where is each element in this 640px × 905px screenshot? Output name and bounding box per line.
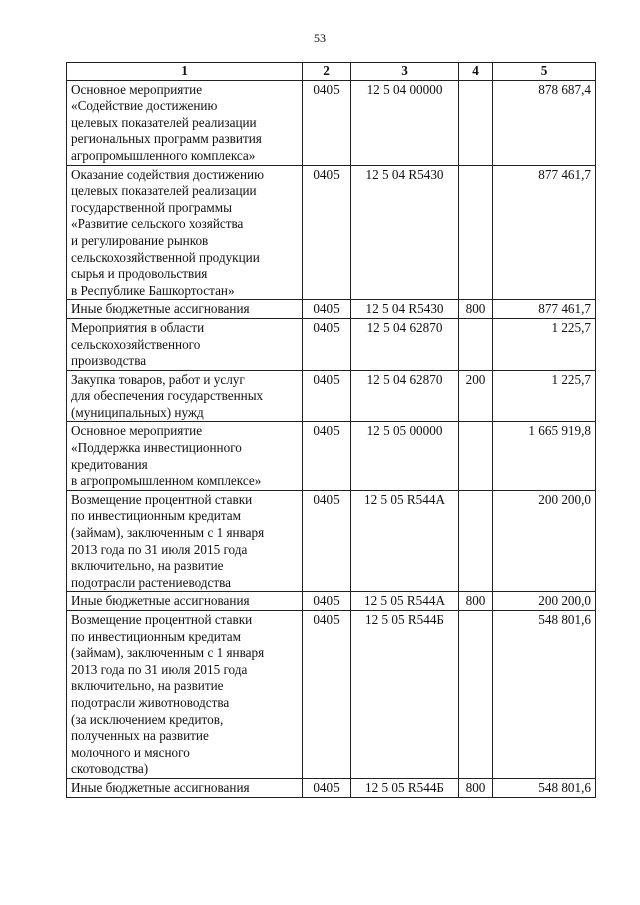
expense-type-cell: 200 xyxy=(459,370,493,422)
item-name-line: производства xyxy=(71,353,147,369)
item-name-line: скотоводства) xyxy=(71,761,149,777)
item-name-line: в агропромышленном комплексе» xyxy=(71,473,262,489)
section-code-cell: 0405 xyxy=(303,80,351,165)
item-name-cell xyxy=(67,592,303,611)
expense-type-cell: 800 xyxy=(459,592,493,611)
item-name-line: Иные бюджетные ассигнования xyxy=(71,779,250,795)
amount-cell: 200 200,0 xyxy=(493,490,596,592)
amount-cell: 1 225,7 xyxy=(493,318,596,370)
table-row xyxy=(67,490,596,592)
item-name-line: молочного и мясного xyxy=(71,744,190,760)
item-name-line: (займам), заключенным с 1 января xyxy=(71,525,265,541)
item-name-cell xyxy=(67,422,303,490)
item-name-line: подотрасли животноводства xyxy=(71,694,230,710)
item-name-line: для обеспечения государственных xyxy=(71,388,264,404)
table-body xyxy=(67,80,596,797)
amount-cell: 200 200,0 xyxy=(493,592,596,611)
table-row xyxy=(67,165,596,300)
amount-cell: 548 801,6 xyxy=(493,778,596,797)
item-name-cell xyxy=(67,300,303,319)
item-name-line: Основное мероприятие xyxy=(71,81,203,97)
table-row xyxy=(67,80,596,165)
amount-cell: 878 687,4 xyxy=(493,80,596,165)
expense-type-cell xyxy=(459,422,493,490)
article-code-cell: 12 5 04 00000 xyxy=(351,80,459,165)
article-code-cell: 12 5 05 R544Б xyxy=(351,778,459,797)
table-row xyxy=(67,370,596,422)
item-name-line: 2013 года по 31 июля 2015 года xyxy=(71,661,248,677)
table-row xyxy=(67,592,596,611)
article-code-cell: 12 5 05 R544Б xyxy=(351,611,459,779)
article-code-cell: 12 5 04 R5430 xyxy=(351,165,459,300)
item-name-line: кредитования xyxy=(71,456,148,472)
section-code-cell: 0405 xyxy=(303,611,351,779)
page-number: 53 xyxy=(314,31,326,45)
item-name-line: по инвестиционным кредитам xyxy=(71,628,241,644)
item-name-line: Иные бюджетные ассигнования xyxy=(71,301,250,317)
item-name-line: сельскохозяйственной продукции xyxy=(71,249,260,265)
item-name-line: по инвестиционным кредитам xyxy=(71,508,241,524)
expense-type-cell xyxy=(459,80,493,165)
amount-cell: 877 461,7 xyxy=(493,300,596,319)
item-name-line: государственной программы xyxy=(71,199,232,215)
item-name-line: Иные бюджетные ассигнования xyxy=(71,593,250,609)
table-row xyxy=(67,611,596,779)
item-name-line: агропромышленного комплекса» xyxy=(71,147,256,163)
item-name-line: включительно, на развитие xyxy=(71,678,224,694)
item-name-cell xyxy=(67,165,303,300)
table-row xyxy=(67,422,596,490)
column-header: 3 xyxy=(351,63,459,81)
article-code-cell: 12 5 04 62870 xyxy=(351,370,459,422)
amount-cell: 877 461,7 xyxy=(493,165,596,300)
article-code-cell: 12 5 05 R544A xyxy=(351,490,459,592)
expense-type-cell xyxy=(459,611,493,779)
expense-type-cell xyxy=(459,318,493,370)
column-header: 1 xyxy=(67,63,303,81)
item-name-cell xyxy=(67,318,303,370)
item-name-line: региональных программ развития xyxy=(71,131,262,147)
item-name-line: «Содействие достижению xyxy=(71,98,218,114)
article-code-cell: 12 5 05 R544A xyxy=(351,592,459,611)
item-name-line: Возмещение процентной ставки xyxy=(71,612,253,627)
section-code-cell: 0405 xyxy=(303,592,351,611)
amount-cell: 1 665 919,8 xyxy=(493,422,596,490)
item-name-line: подотрасли растениеводства xyxy=(71,574,232,590)
column-header: 5 xyxy=(493,63,596,81)
item-name-line: Оказание содействия достижению xyxy=(71,166,264,182)
item-name-cell xyxy=(67,778,303,797)
item-name-line: 2013 года по 31 июля 2015 года xyxy=(71,541,248,557)
section-code-cell: 0405 xyxy=(303,318,351,370)
item-name-line: «Развитие сельского хозяйства xyxy=(71,216,244,232)
item-name-line: включительно, на развитие xyxy=(71,558,224,574)
section-code-cell: 0405 xyxy=(303,778,351,797)
item-name-cell xyxy=(67,490,303,592)
column-header: 4 xyxy=(459,63,493,81)
column-header: 2 xyxy=(303,63,351,81)
article-code-cell: 12 5 04 62870 xyxy=(351,318,459,370)
table-row xyxy=(67,300,596,319)
table-row xyxy=(67,778,596,797)
amount-cell: 548 801,6 xyxy=(493,611,596,779)
section-code-cell: 0405 xyxy=(303,422,351,490)
expense-type-cell: 800 xyxy=(459,778,493,797)
expense-type-cell: 800 xyxy=(459,300,493,319)
item-name-line: Основное мероприятие xyxy=(71,423,203,439)
item-name-cell xyxy=(67,80,303,165)
item-name-line: Закупка товаров, работ и услуг xyxy=(71,371,245,387)
item-name-line: Мероприятия в области xyxy=(71,319,205,335)
item-name-line: «Поддержка инвестиционного xyxy=(71,440,242,456)
item-name-line: (за исключением кредитов, xyxy=(71,711,224,727)
table-header-row xyxy=(67,63,596,81)
section-code-cell: 0405 xyxy=(303,370,351,422)
item-name-line: Возмещение процентной ставки xyxy=(71,491,253,507)
item-name-line: (муниципальных) нужд xyxy=(71,404,204,420)
expense-type-cell xyxy=(459,490,493,592)
item-name-line: полученных на развитие xyxy=(71,728,209,744)
item-name-line: (займам), заключенным с 1 января xyxy=(71,645,265,661)
budget-table xyxy=(66,62,596,798)
item-name-line: в Республике Башкортостан» xyxy=(71,282,235,298)
item-name-line: целевых показателей реализации xyxy=(71,114,257,130)
article-code-cell: 12 5 05 00000 xyxy=(351,422,459,490)
section-code-cell: 0405 xyxy=(303,300,351,319)
item-name-line: сельскохозяйственного xyxy=(71,336,201,352)
item-name-line: целевых показателей реализации xyxy=(71,183,257,199)
item-name-line: сырья и продовольствия xyxy=(71,266,208,282)
item-name-cell xyxy=(67,611,303,779)
expense-type-cell xyxy=(459,165,493,300)
article-code-cell: 12 5 04 R5430 xyxy=(351,300,459,319)
item-name-cell xyxy=(67,370,303,422)
table-row xyxy=(67,318,596,370)
section-code-cell: 0405 xyxy=(303,165,351,300)
amount-cell: 1 225,7 xyxy=(493,370,596,422)
section-code-cell: 0405 xyxy=(303,490,351,592)
item-name-line: и регулирование рынков xyxy=(71,232,209,248)
